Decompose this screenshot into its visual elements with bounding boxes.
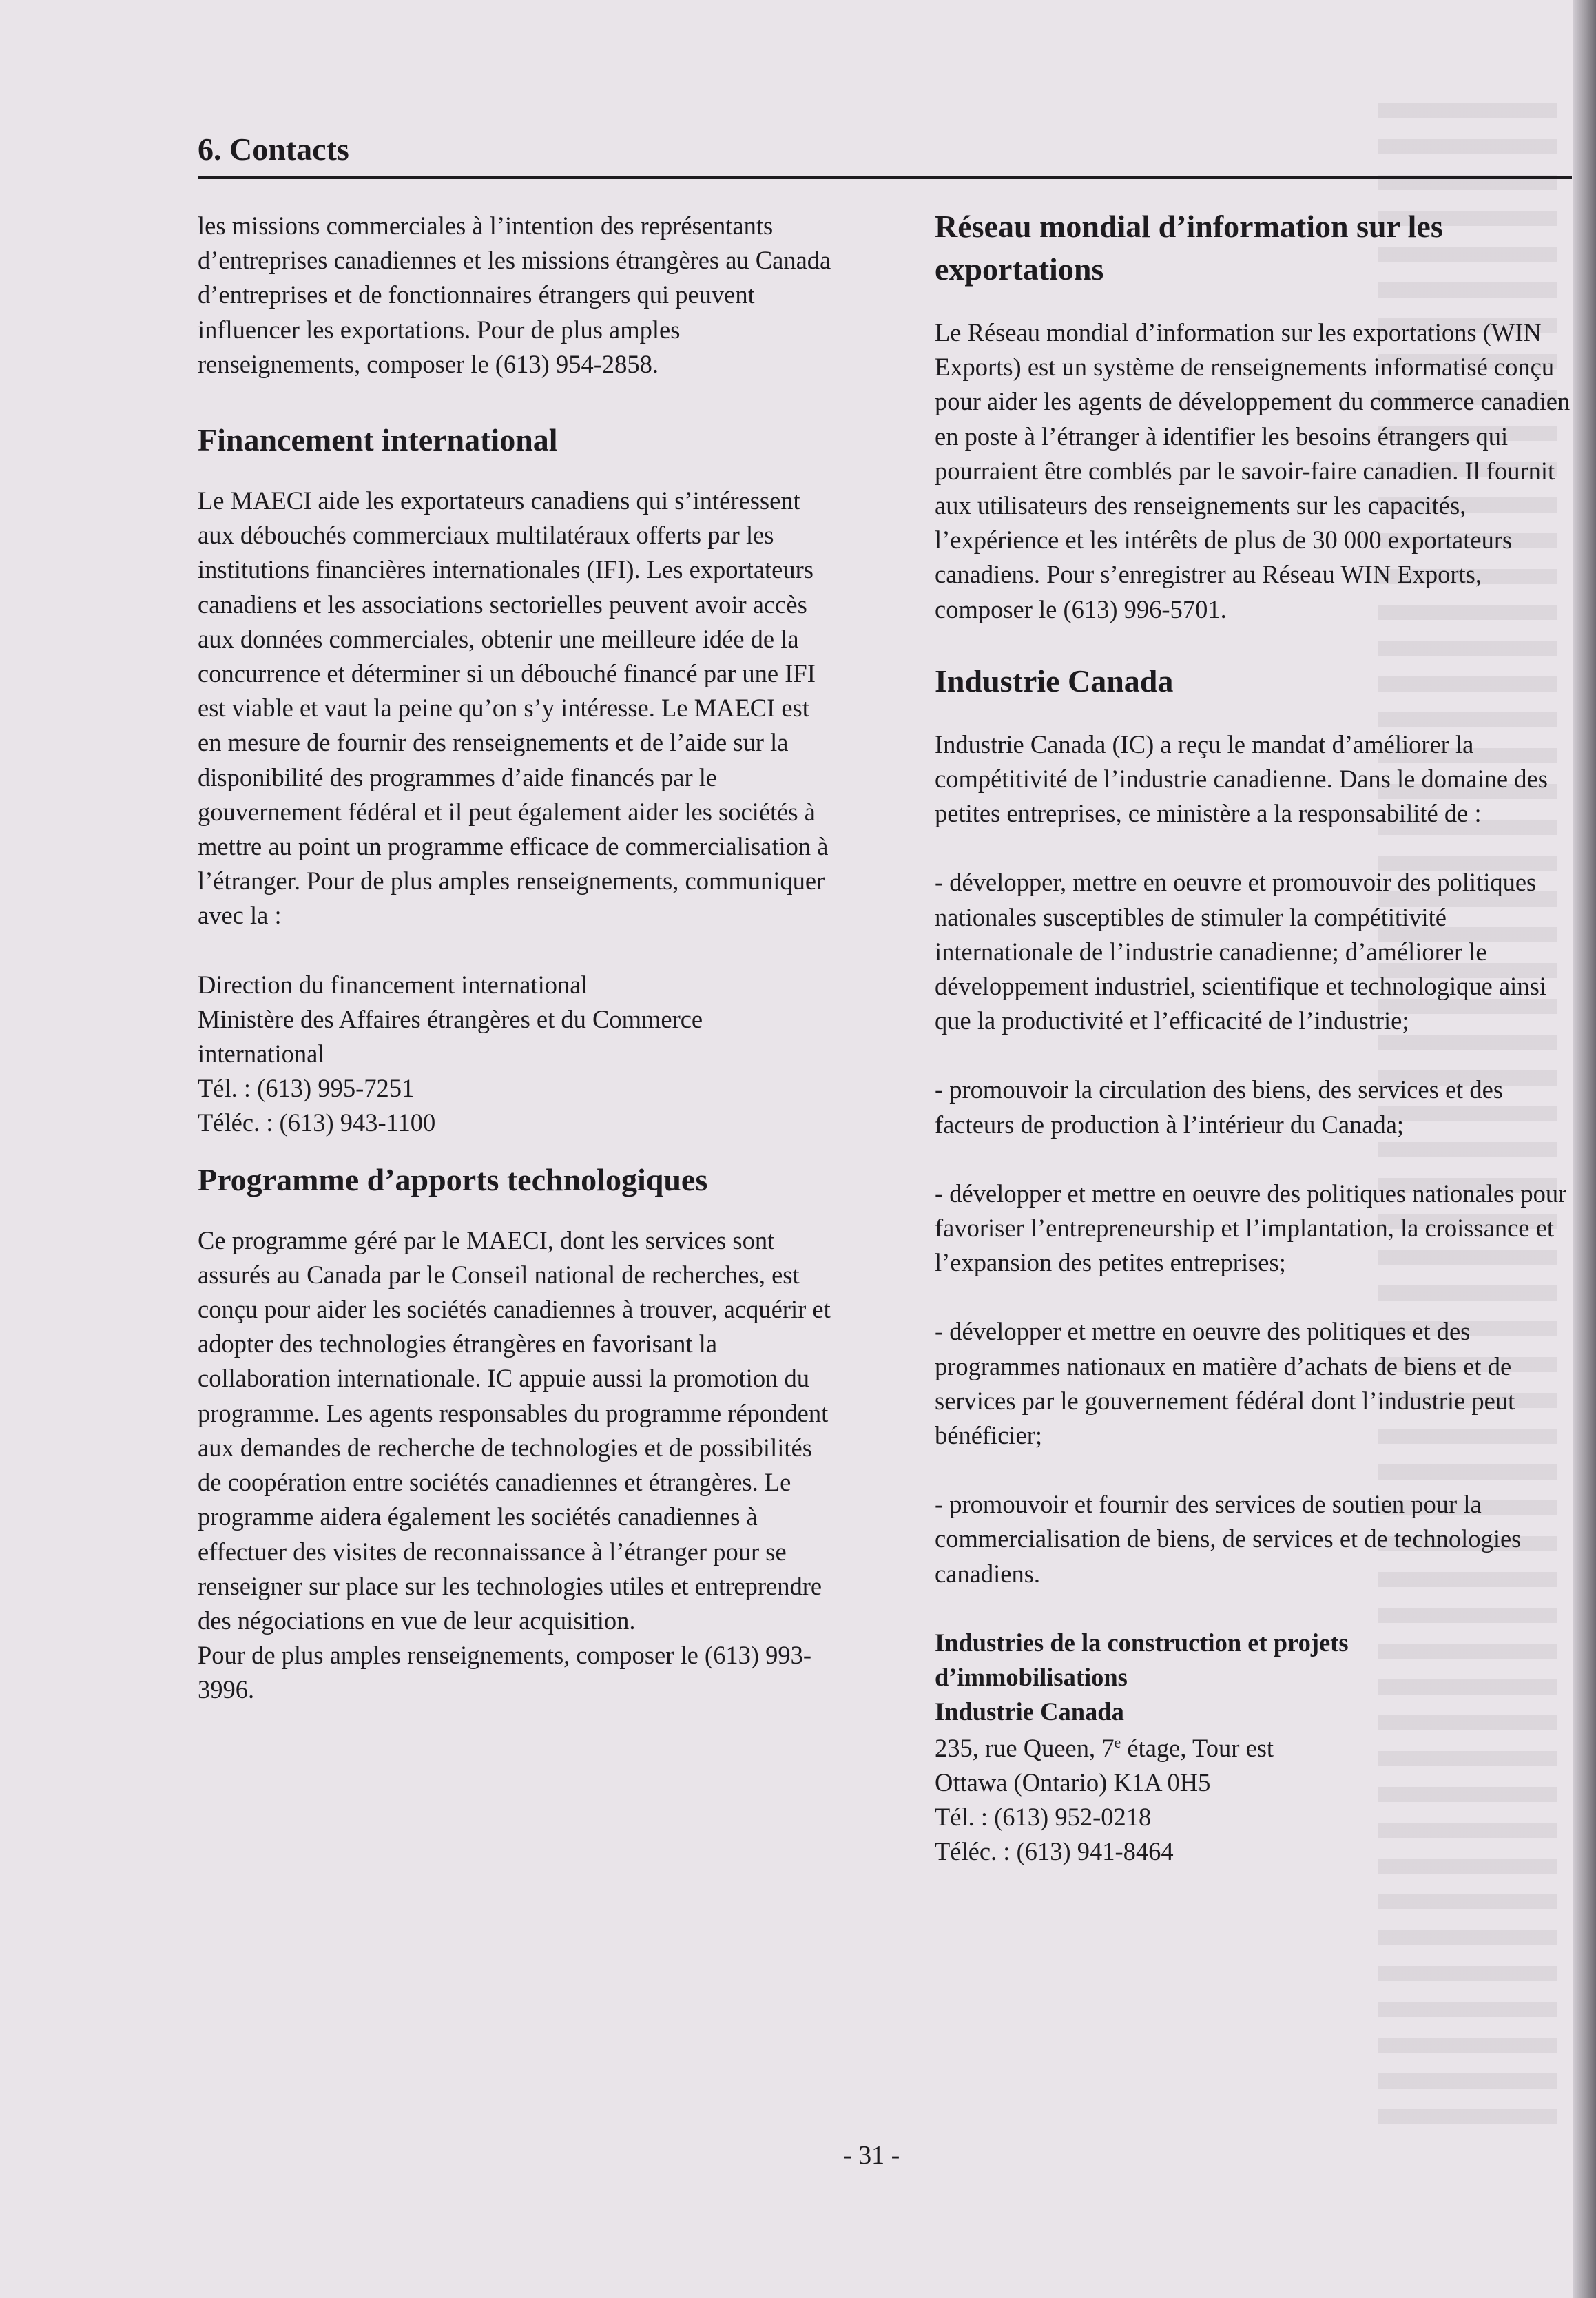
header-rule <box>198 176 1572 179</box>
intro-paragraph: les missions commerciales à l’intention des représentants d’entreprises canadiennes et les missions étrangères au Canada d’entreprises et de fonctionnaires étrangers qui peuvent influencer les exportations. Pour de plus amples renseignements, composer le (613) 954-2858. <box>198 211 831 378</box>
contact-line: international <box>198 1039 325 1068</box>
address-block <box>935 1626 1572 1869</box>
address-city: Ottawa (Ontario) K1A 0H5 <box>935 1768 1211 1797</box>
responsibility-item: - développer et mettre en oeuvre des politiques nationales pour favoriser l’entrepreneurship et l’implantation, la croissance et l’expansion des petites entreprises; <box>935 1179 1567 1277</box>
win-heading: Réseau mondial d’information sur les exportations <box>935 209 1443 287</box>
program-heading: Programme d’apports technologiques <box>198 1161 708 1197</box>
contact-line: Ministère des Affaires étrangères et du Commerce <box>198 1004 703 1033</box>
financing-heading: Financement international <box>198 422 558 458</box>
program-contact: Pour de plus amples renseignements, composer le (613) 993-3996. <box>198 1641 812 1704</box>
financing-paragraph: Le MAECI aide les exportateurs canadiens qui s’intéressent aux débouchés commerciaux multilatéraux offerts par les institutions financières internationales (IFI). Les exportateurs canadiens et les associations sectorielles peuvent avoir accès aux données commerciales, obtenir une meilleure idée de la concurrence et déterminer si un débouché financé par une IFI est viable et vaut la peine qu’on s’y intéresse. Le MAECI est en mesure de fournir des renseignements et de l’aide sur la disponibilité des programmes d’aide financés par le gouvernement fédéral et il peut également aider les sociétés à mettre au point un programme efficace de commercialisation à l’étranger. Pour de plus amples renseignements, communiquer avec la : <box>198 486 829 930</box>
industry-canada-intro: Industrie Canada (IC) a reçu le mandat d’améliorer la compétitivité de l’industrie canadienne. Dans le domaine des petites entreprises, ce ministère a la responsabilité de : <box>935 729 1548 828</box>
page-edge-shadow <box>1573 0 1596 2298</box>
address-tel: Tél. : (613) 952-0218 <box>935 1802 1152 1831</box>
section-header: 6. Contacts <box>198 132 349 167</box>
win-paragraph: Le Réseau mondial d’information sur les exportations (WIN Exports) est un système de renseignements informatisé conçu pour aider les agents de développement du commerce canadien en poste à l’étranger à identifier les besoins étrangers qui pourraient être comblés par le savoir-faire canadien. Il fournit aux utilisateurs des renseignements sur les capacités, l’expérience et les intérêts de plus de 30 000 exportateurs canadiens. Pour s’enregistrer au Réseau WIN Exports, composer le (613) 996-5701. <box>935 318 1571 623</box>
responsibility-item: - promouvoir et fournir des services de soutien pour la commercialisation de biens, de services et de technologies canadiens. <box>935 1490 1522 1588</box>
address-fax: Téléc. : (613) 941-8464 <box>935 1837 1174 1866</box>
contact-fax: Téléc. : (613) 943-1100 <box>198 1108 436 1137</box>
right-column <box>935 205 1572 1869</box>
contact-tel: Tél. : (613) 995-7251 <box>198 1074 415 1103</box>
responsibility-item: - promouvoir la circulation des biens, des services et des facteurs de production à l’intérieur du Canada; <box>935 1075 1504 1139</box>
address-org: d’immobilisations <box>935 1663 1128 1692</box>
industry-canada-heading: Industrie Canada <box>935 663 1174 698</box>
left-column <box>198 209 831 1708</box>
financing-contact <box>198 968 831 1141</box>
address-org: Industrie Canada <box>935 1697 1124 1726</box>
page-number: - 31 - <box>843 2141 900 2170</box>
responsibility-item: - développer et mettre en oeuvre des politiques et des programmes nationaux en matière d’achats de biens et de services par le gouvernement fédéral dont l’industrie peut bénéficier; <box>935 1317 1515 1450</box>
address-street: 235, rue Queen, 7e étage, Tour est <box>935 1733 1274 1762</box>
program-paragraph: Ce programme géré par le MAECI, dont les services sont assurés au Canada par le Conseil national de recherches, est conçu pour aider les sociétés canadiennes à trouver, acquérir et adopter des technologies étrangères en favorisant la collaboration internationale. IC appuie aussi la promotion du programme. Les agents responsables du programme répondent aux demandes de recherche de technologies et de possibilités de coopération entre sociétés canadiennes et étrangères. Le programme aidera également les sociétés canadiennes à effectuer des visites de reconnaissance à l’étranger pour se renseigner sur place sur les technologies utiles et entreprendre des négociations en vue de leur acquisition. <box>198 1225 831 1635</box>
contact-line: Direction du financement international <box>198 970 588 999</box>
responsibility-item: - développer, mettre en oeuvre et promouvoir des politiques nationales susceptibles de stimuler la compétitivité internationale de l’industrie canadienne; d’améliorer le développement industriel, scientifique et technologique ainsi que la productivité et l’efficacité de l’industrie; <box>935 868 1546 1035</box>
address-org: Industries de la construction et projets <box>935 1628 1349 1657</box>
